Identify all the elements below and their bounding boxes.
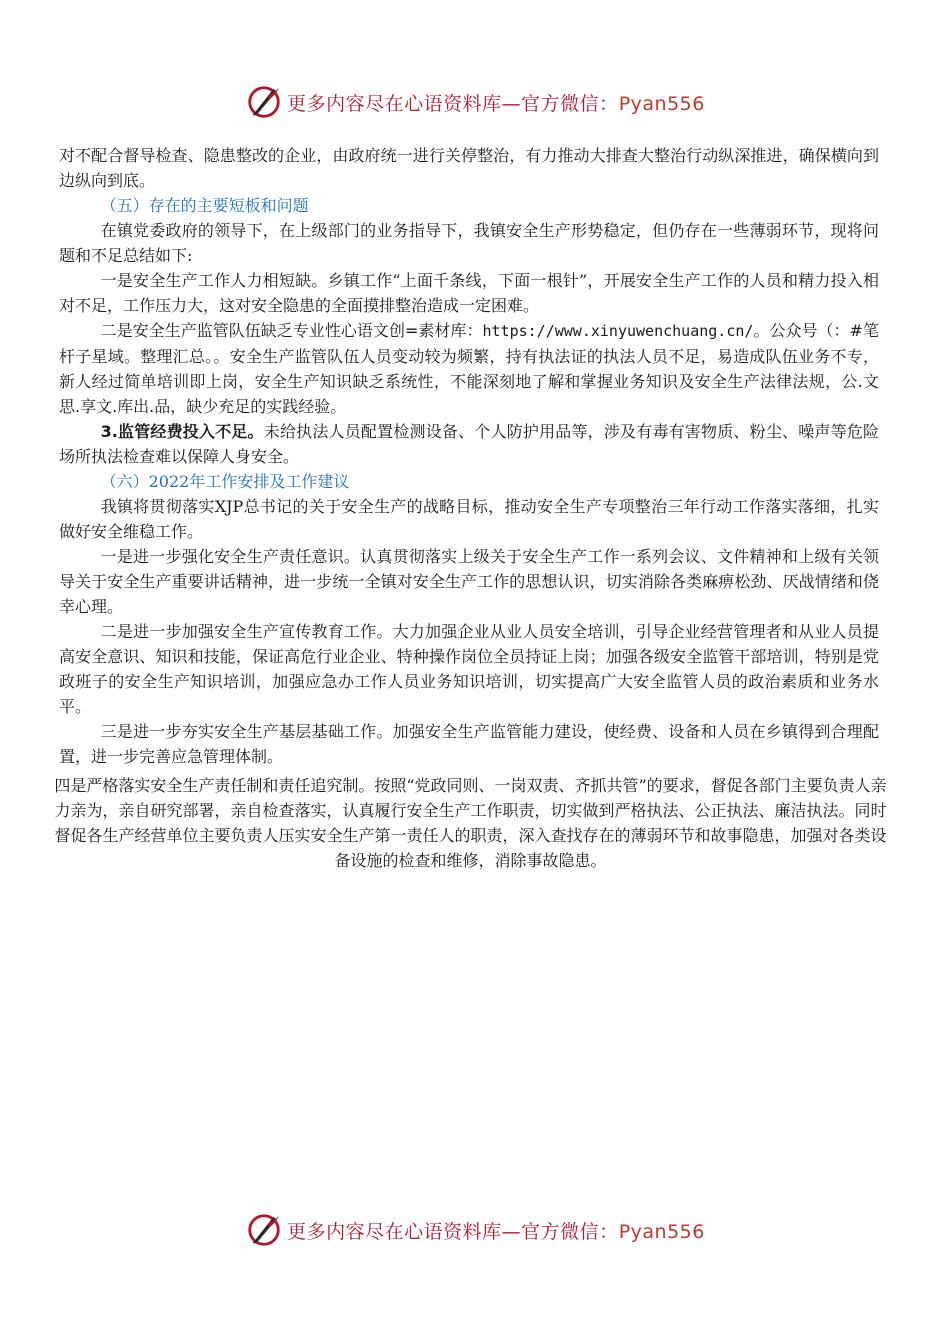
footer-banner [0, 1210, 950, 1250]
section-6-intro: 我镇将贯彻落实XJP总书记的关于安全生产的战略目标，推动安全生产专项整治三年行动工作落实落细，扎实做好安全维稳工作。 [59, 497, 879, 541]
website-url: https://www.xinyuwenchuang.cn/ [482, 322, 754, 340]
section-5-intro: 在镇党委政府的领导下，在上级部门的业务指导下，我镇安全生产形势稳定，但仍存在一些薄弱环节，现将问题和不足总结如下: [59, 221, 879, 265]
quill-logo-icon [245, 1211, 283, 1249]
section-6-item-1: 一是进一步强化安全生产责任意识。认真贯彻落实上级关于安全生产工作一系列会议、文件精神和上级有关领导关于安全生产重要讲话精神，进一步统一全镇对安全生产工作的思想认识，切实消除各类麻痹松劲、厌战情绪和侥幸心理。 [59, 547, 879, 616]
header-banner [0, 82, 950, 122]
section-5-item-3: 3.监管经费投入不足。未给执法人员配置检测设备、个人防护用品等，涉及有毒有害物质、粉尘、噪声等危险场所执法检查难以保障人身安全。 [59, 422, 879, 466]
banner-text: 更多内容尽在心语资料库—官方微信：Pyan556 [287, 92, 705, 115]
paragraph-continuation: 对不配合督导检查、隐患整改的企业，由政府统一进行关停整治，有力推动大排查大整治行动纵深推进，确保横向到边纵向到底。 [59, 146, 879, 190]
banner-text: 更多内容尽在心语资料库—官方微信：Pyan556 [287, 1220, 705, 1243]
section-6-item-2: 二是进一步加强安全生产宣传教育工作。大力加强企业从业人员安全培训，引导企业经营管理者和从业人员提高安全意识、知识和技能，保证高危行业企业、特种操作岗位全员持证上岗；加强各级安全监管干部培训，特别是党政班子的安全生产知识培训，加强应急办工作人员业务知识培训，切实提高广大安全监管人员的政治素质和业务水平。 [59, 622, 879, 716]
section-5-item-1: 一是安全生产工作人力相短缺。乡镇工作“上面千条线，下面一根针”，开展安全生产工作的人员和精力投入相对不足，工作压力大，这对安全隐患的全面摸排整治造成一定困难。 [59, 271, 879, 315]
document-body [54, 143, 887, 873]
section-6-item-4: 四是严格落实安全生产责任制和责任追究制。按照“党政同则、一岗双责、齐抓共管”的要求，督促各部门主要负责人亲力亲为，亲自研究部署，亲自检查落实，认真履行安全生产工作职责，切实做到严格执法、公正执法、廉洁执法。同时督促各生产经营单位主要负责人压实安全生产第一责任人的职责，深入查找存在的薄弱环节和故事隐患，加强对各类设备设施的检查和维修，消除事故隐患。 [54, 776, 887, 870]
section-5-item-2: 二是安全生产监管队伍缺乏专业性心语文创=素材库：https://www.xinyuwenchuang.cn/。公众号（：#笔杆子星域。整理汇总。。安全生产监管队伍人员变动较为频繁，持有执法证的执法人员不足，易造成队伍业务不专，新人经过简单培训即上岗，安全生产知识缺乏系统性，不能深刻地了解和掌握业务知识及安全生产法律法规，公.文思.享文.库出.品，缺少充足的实践经验。 [59, 321, 879, 416]
section-5-title: （五）存在的主要短板和问题 [100, 196, 309, 215]
section-6-title: （六）2022年工作安排及工作建议 [100, 472, 350, 491]
quill-logo-icon [245, 83, 283, 121]
section-6-item-3: 三是进一步夯实安全生产基层基础工作。加强安全生产监管能力建设，使经费、设备和人员在乡镇得到合理配置，进一步完善应急管理体制。 [59, 722, 879, 766]
